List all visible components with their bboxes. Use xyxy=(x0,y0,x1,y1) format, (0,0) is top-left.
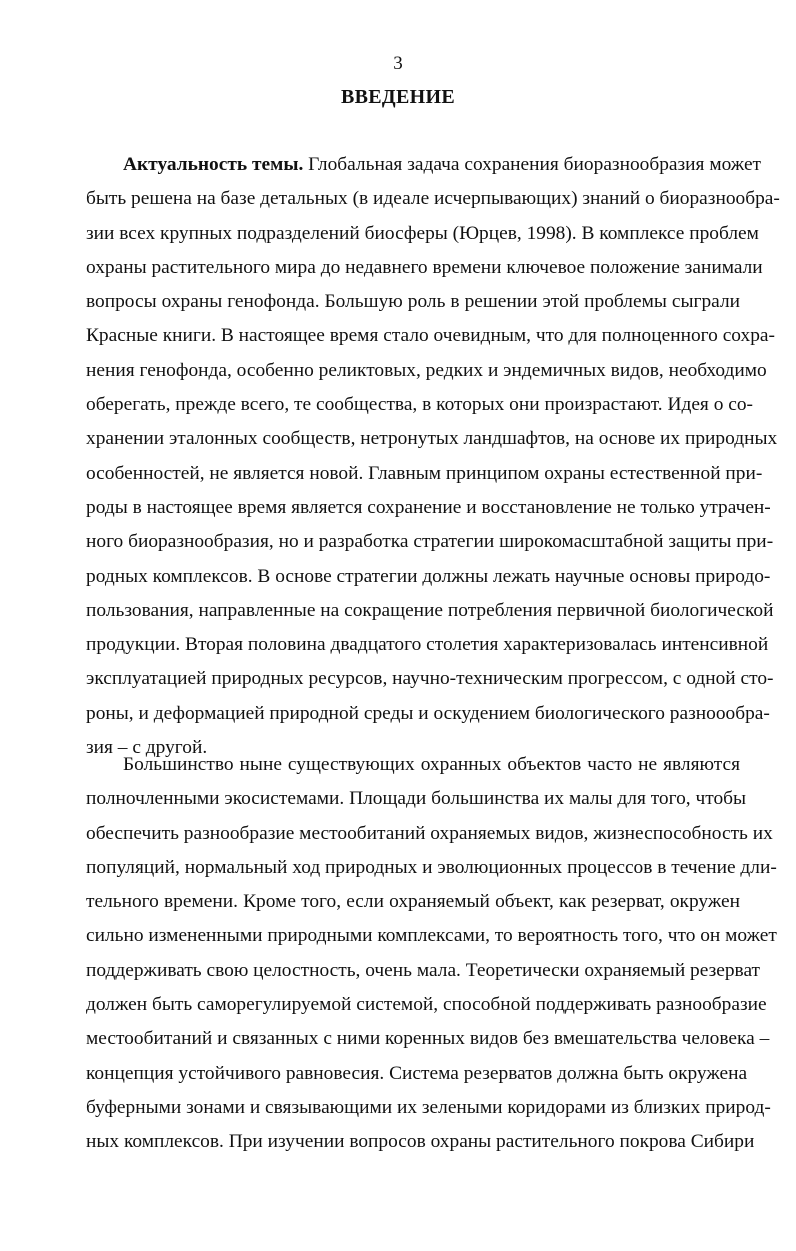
text-line: хранении эталонных сообществ, нетронутых ландшафтов, на основе их природных xyxy=(86,428,778,450)
text-line: оберегать, прежде всего, те сообщества, в которых они произрастают. Идея о со- xyxy=(86,394,753,416)
text-line: быть решена на базе детальных (в идеале исчерпывающих) знаний о биоразнообра- xyxy=(86,188,780,210)
text-line: тельного времени. Кроме того, если охраняемый объект, как резерват, окружен xyxy=(86,891,740,913)
paragraph-protected-areas xyxy=(86,748,777,1160)
text-line: вопросы охраны генофонда. Большую роль в решении этой проблемы сыграли xyxy=(86,291,740,313)
paragraph-relevance xyxy=(86,148,780,765)
text-line: родных комплексов. В основе стратегии должны лежать научные основы природо- xyxy=(86,565,771,587)
text-line: Большинство ныне существующих охранных объектов часто не являются xyxy=(123,754,740,775)
text-line: местообитаний и связанных с ними коренных видов без вмешательства человека – xyxy=(86,1028,770,1050)
text-line: популяций, нормальный ход природных и эволюционных процессов в течение дли- xyxy=(86,856,777,878)
text-line: пользования, направленные на сокращение потребления первичной биологической xyxy=(86,599,774,621)
text-line: должен быть саморегулируемой системой, способной поддерживать разнообразие xyxy=(86,994,767,1016)
text-line: Актуальность темы. Глобальная задача сохранения биоразнообразия может xyxy=(123,154,762,175)
paragraph-lead: Актуальность темы. xyxy=(123,154,304,175)
text-line: продукции. Вторая половина двадцатого столетия характеризовалась интенсивной xyxy=(86,634,769,656)
text-line: обеспечить разнообразие местообитаний охраняемых видов, жизнеспособность их xyxy=(86,822,773,844)
page-number: 3 xyxy=(393,53,403,74)
text-line: зии всех крупных подразделений биосферы (Юрцев, 1998). В комплексе проблем xyxy=(86,222,759,244)
text-line: концепция устойчивого равновесия. Система резерватов должна быть окружена xyxy=(86,1062,748,1084)
text-line: Красные книги. В настоящее время стало очевидным, что для полноценного сохра- xyxy=(86,325,775,347)
text-line: зия – с другой. xyxy=(86,737,208,759)
section-heading: ВВЕДЕНИЕ xyxy=(341,86,455,108)
text-line: сильно измененными природными комплексами, то вероятность того, что он может xyxy=(86,925,777,947)
text-line: нения генофонда, особенно реликтовых, редких и эндемичных видов, необходимо xyxy=(86,359,767,381)
text-line: ных комплексов. При изучении вопросов охраны растительного покрова Сибири xyxy=(86,1131,755,1153)
text-line: полночленными экосистемами. Площади большинства их малы для того, чтобы xyxy=(86,788,747,810)
text-line: буферными зонами и связывающими их зелеными коридорами из близких природ- xyxy=(86,1096,771,1118)
text-line: охраны растительного мира до недавнего времени ключевое положение занимали xyxy=(86,256,763,278)
text-line: роды в настоящее время является сохранение и восстановление не только утрачен- xyxy=(86,496,771,518)
text-line: особенностей, не является новой. Главным принципом охраны естественной при- xyxy=(86,462,763,484)
text-line: роны, и деформацией природной среды и оскудением биологического разноообра- xyxy=(86,702,770,724)
text-line: ного биоразнообразия, но и разработка стратегии широкомасштабной защиты при- xyxy=(86,531,774,553)
text-line: эксплуатацией природных ресурсов, научно-техническим прогрессом, с одной сто- xyxy=(86,668,774,690)
text-line: поддерживать свою целостность, очень мала. Теоретически охраняемый резерват xyxy=(86,959,761,981)
